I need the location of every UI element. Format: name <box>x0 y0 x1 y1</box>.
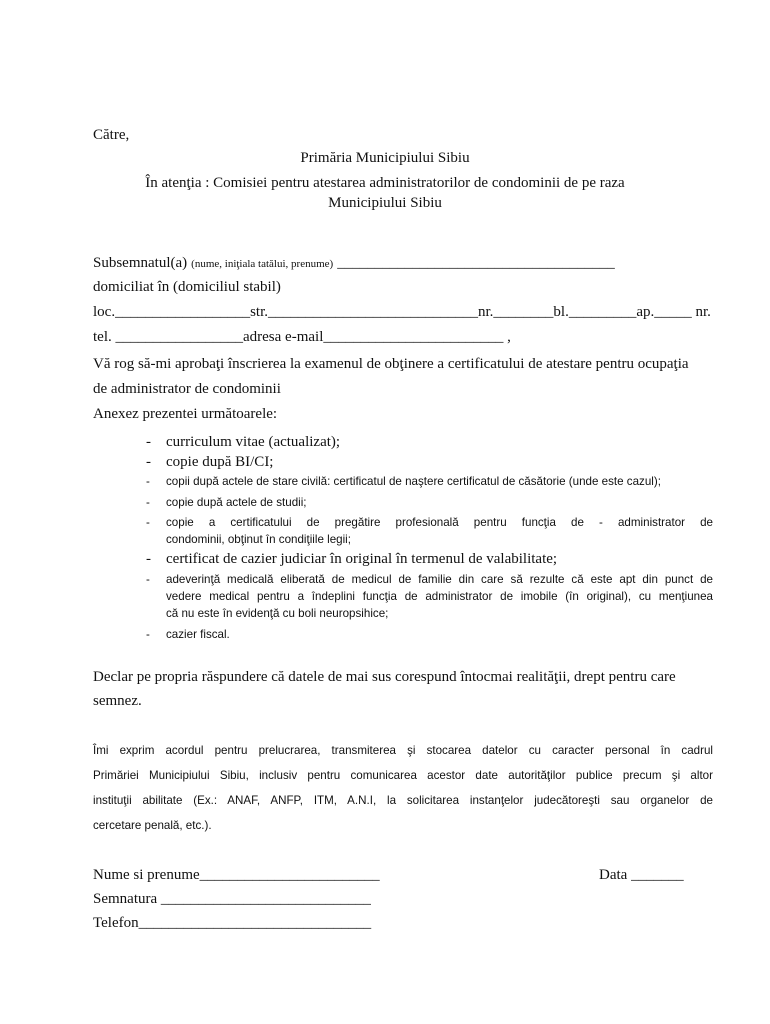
subsemnatul-label: Subsemnatul(a) <box>93 255 188 271</box>
attention-line-2: Municipiului Sibiu <box>328 195 442 211</box>
domiciliu-label: domiciliat în (domiciliul stabil) <box>93 279 281 295</box>
annex-item-text: copie a certificatului de pregătire profesională pentru funcţia de - administrator de <box>166 516 713 529</box>
request-line-1: Vă rog să-mi aprobaţi înscrierea la examenul de obţinere a certificatului de atestare pentru ocupaţia <box>93 356 689 372</box>
consent-line-2: Primăriei Municipiului Sibiu, inclusiv pentru comunicarea acestor date autorităţilor publice precum şi altor <box>93 769 713 782</box>
list-dash: - <box>146 628 150 641</box>
phone-field: Telefon_______________________________ <box>93 915 372 931</box>
list-dash: - <box>146 573 150 586</box>
list-dash: - <box>146 551 151 567</box>
list-dash: - <box>146 475 150 488</box>
list-dash: - <box>146 454 151 470</box>
attention-line-1: În atenţia : Comisiei pentru atestarea administratorilor de condominii de pe raza <box>145 175 625 191</box>
declaration-line-1: Declar pe propria răspundere că datele de mai sus corespund întocmai realităţii, drept pentru care <box>93 669 676 685</box>
subsemnatul-blank: _____________________________________ <box>337 255 615 271</box>
name-field: Nume si prenume________________________ <box>93 867 380 883</box>
subsemnatul-field <box>93 254 615 272</box>
annex-item-text: copii după actele de stare civilă: certificatul de naştere certificatul de căsătorie (unde este cazul); <box>166 475 661 488</box>
request-line-2: de administrator de condominii <box>93 381 281 397</box>
annex-item-text: copie după actele de studii; <box>166 496 307 509</box>
annex-item-text: copie după BI/CI; <box>166 454 274 470</box>
annex-item-text: certificat de cazier judiciar în original în termenul de valabilitate; <box>166 551 558 567</box>
address-line: loc.__________________str.____________________________nr.________bl._________ap._____ nr. <box>93 304 711 320</box>
annex-item-text: condominii, obţinut în condiţiile legii; <box>166 533 351 546</box>
consent-line-3: instituţii abilitate (Ex.: ANAF, ANFP, ITM, A.N.I, la solicitarea instanţelor judecătoreşti sau organelor de <box>93 794 713 807</box>
contact-line: tel. _________________adresa e-mail________________________ , <box>93 329 511 345</box>
list-dash: - <box>146 434 151 450</box>
annex-item-text: cazier fiscal. <box>166 628 230 641</box>
list-dash: - <box>146 516 150 529</box>
annex-item-text: curriculum vitae (actualizat); <box>166 434 341 450</box>
subsemnatul-hint: (nume, iniţiala tatălui, prenume) <box>191 258 334 270</box>
institution-name: Primăria Municipiului Sibiu <box>300 150 470 166</box>
signature-field: Semnatura ____________________________ <box>93 891 371 907</box>
annex-item-text: că nu este în evidenţă cu boli neuropsihice; <box>166 607 389 620</box>
annex-item-text: adeverinţă medicală eliberată de medicul de familie din care să rezulte că este apt din punct de <box>166 573 713 586</box>
consent-line-1: Îmi exprim acordul pentru prelucrarea, transmiterea şi stocarea datelor cu caracter personal în cadrul <box>93 744 713 757</box>
annex-item-text: vedere medical pentru a îndeplini funcţia de administrator de imobile (în original), cu menţiunea <box>166 590 713 603</box>
addressee-label: Către, <box>93 127 130 143</box>
declaration-line-2: semnez. <box>93 693 142 709</box>
consent-line-4: cercetare penală, etc.). <box>93 819 212 832</box>
date-field: Data _______ <box>599 867 684 883</box>
list-dash: - <box>146 496 150 509</box>
annex-heading: Anexez prezentei următoarele: <box>93 406 278 422</box>
